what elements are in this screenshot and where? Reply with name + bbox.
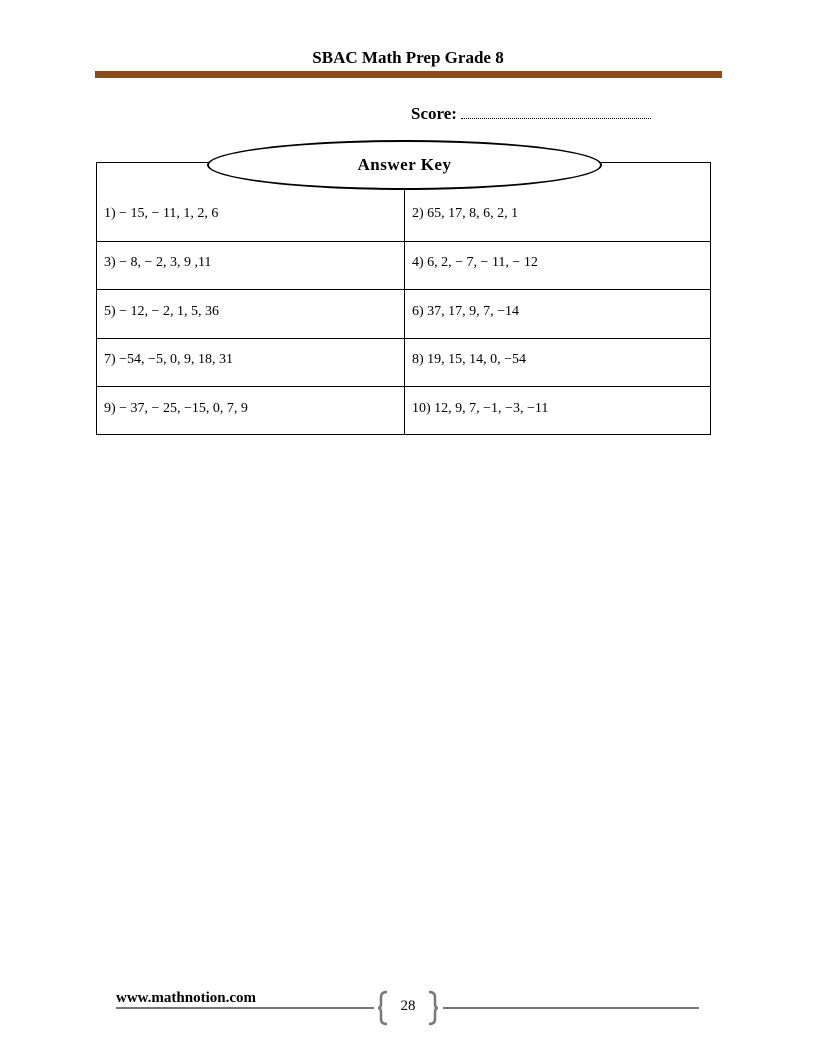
answer-1: 1) − 15, − 11, 1, 2, 6 xyxy=(104,206,219,221)
answer-key-title: Answer Key xyxy=(357,155,452,174)
score-label: Score: xyxy=(411,104,457,123)
answer-key-table xyxy=(96,162,711,435)
footer-rule-left xyxy=(116,1007,374,1009)
answer-10: 10) 12, 9, 7, −1, −3, −11 xyxy=(412,401,549,416)
table-row-divider xyxy=(97,338,710,339)
footer-website: www.mathnotion.com xyxy=(116,990,257,1006)
page-header-title: SBAC Math Prep Grade 8 xyxy=(312,48,504,67)
answer-8: 8) 19, 15, 14, 0, −54 xyxy=(412,352,527,367)
table-row-divider xyxy=(97,241,710,242)
score-blank-line xyxy=(461,117,651,119)
table-row-divider xyxy=(97,386,710,387)
answer-3: 3) − 8, − 2, 3, 9 ,11 xyxy=(104,255,212,270)
answer-9: 9) − 37, − 25, −15, 0, 7, 9 xyxy=(104,401,248,416)
answer-2: 2) 65, 17, 8, 6, 2, 1 xyxy=(412,206,519,221)
header-divider xyxy=(95,71,722,78)
table-row-divider xyxy=(97,289,710,290)
footer-rule-right xyxy=(443,1007,699,1009)
page-number-badge xyxy=(378,990,438,1026)
score-field xyxy=(411,104,651,124)
answer-6: 6) 37, 17, 9, 7, −14 xyxy=(412,304,520,319)
table-column-divider xyxy=(404,186,405,434)
answer-5: 5) − 12, − 2, 1, 5, 36 xyxy=(104,304,219,319)
answer-7: 7) −54, −5, 0, 9, 18, 31 xyxy=(104,352,233,367)
page-number: 28 xyxy=(400,998,416,1014)
answer-4: 4) 6, 2, − 7, − 11, − 12 xyxy=(412,255,538,270)
